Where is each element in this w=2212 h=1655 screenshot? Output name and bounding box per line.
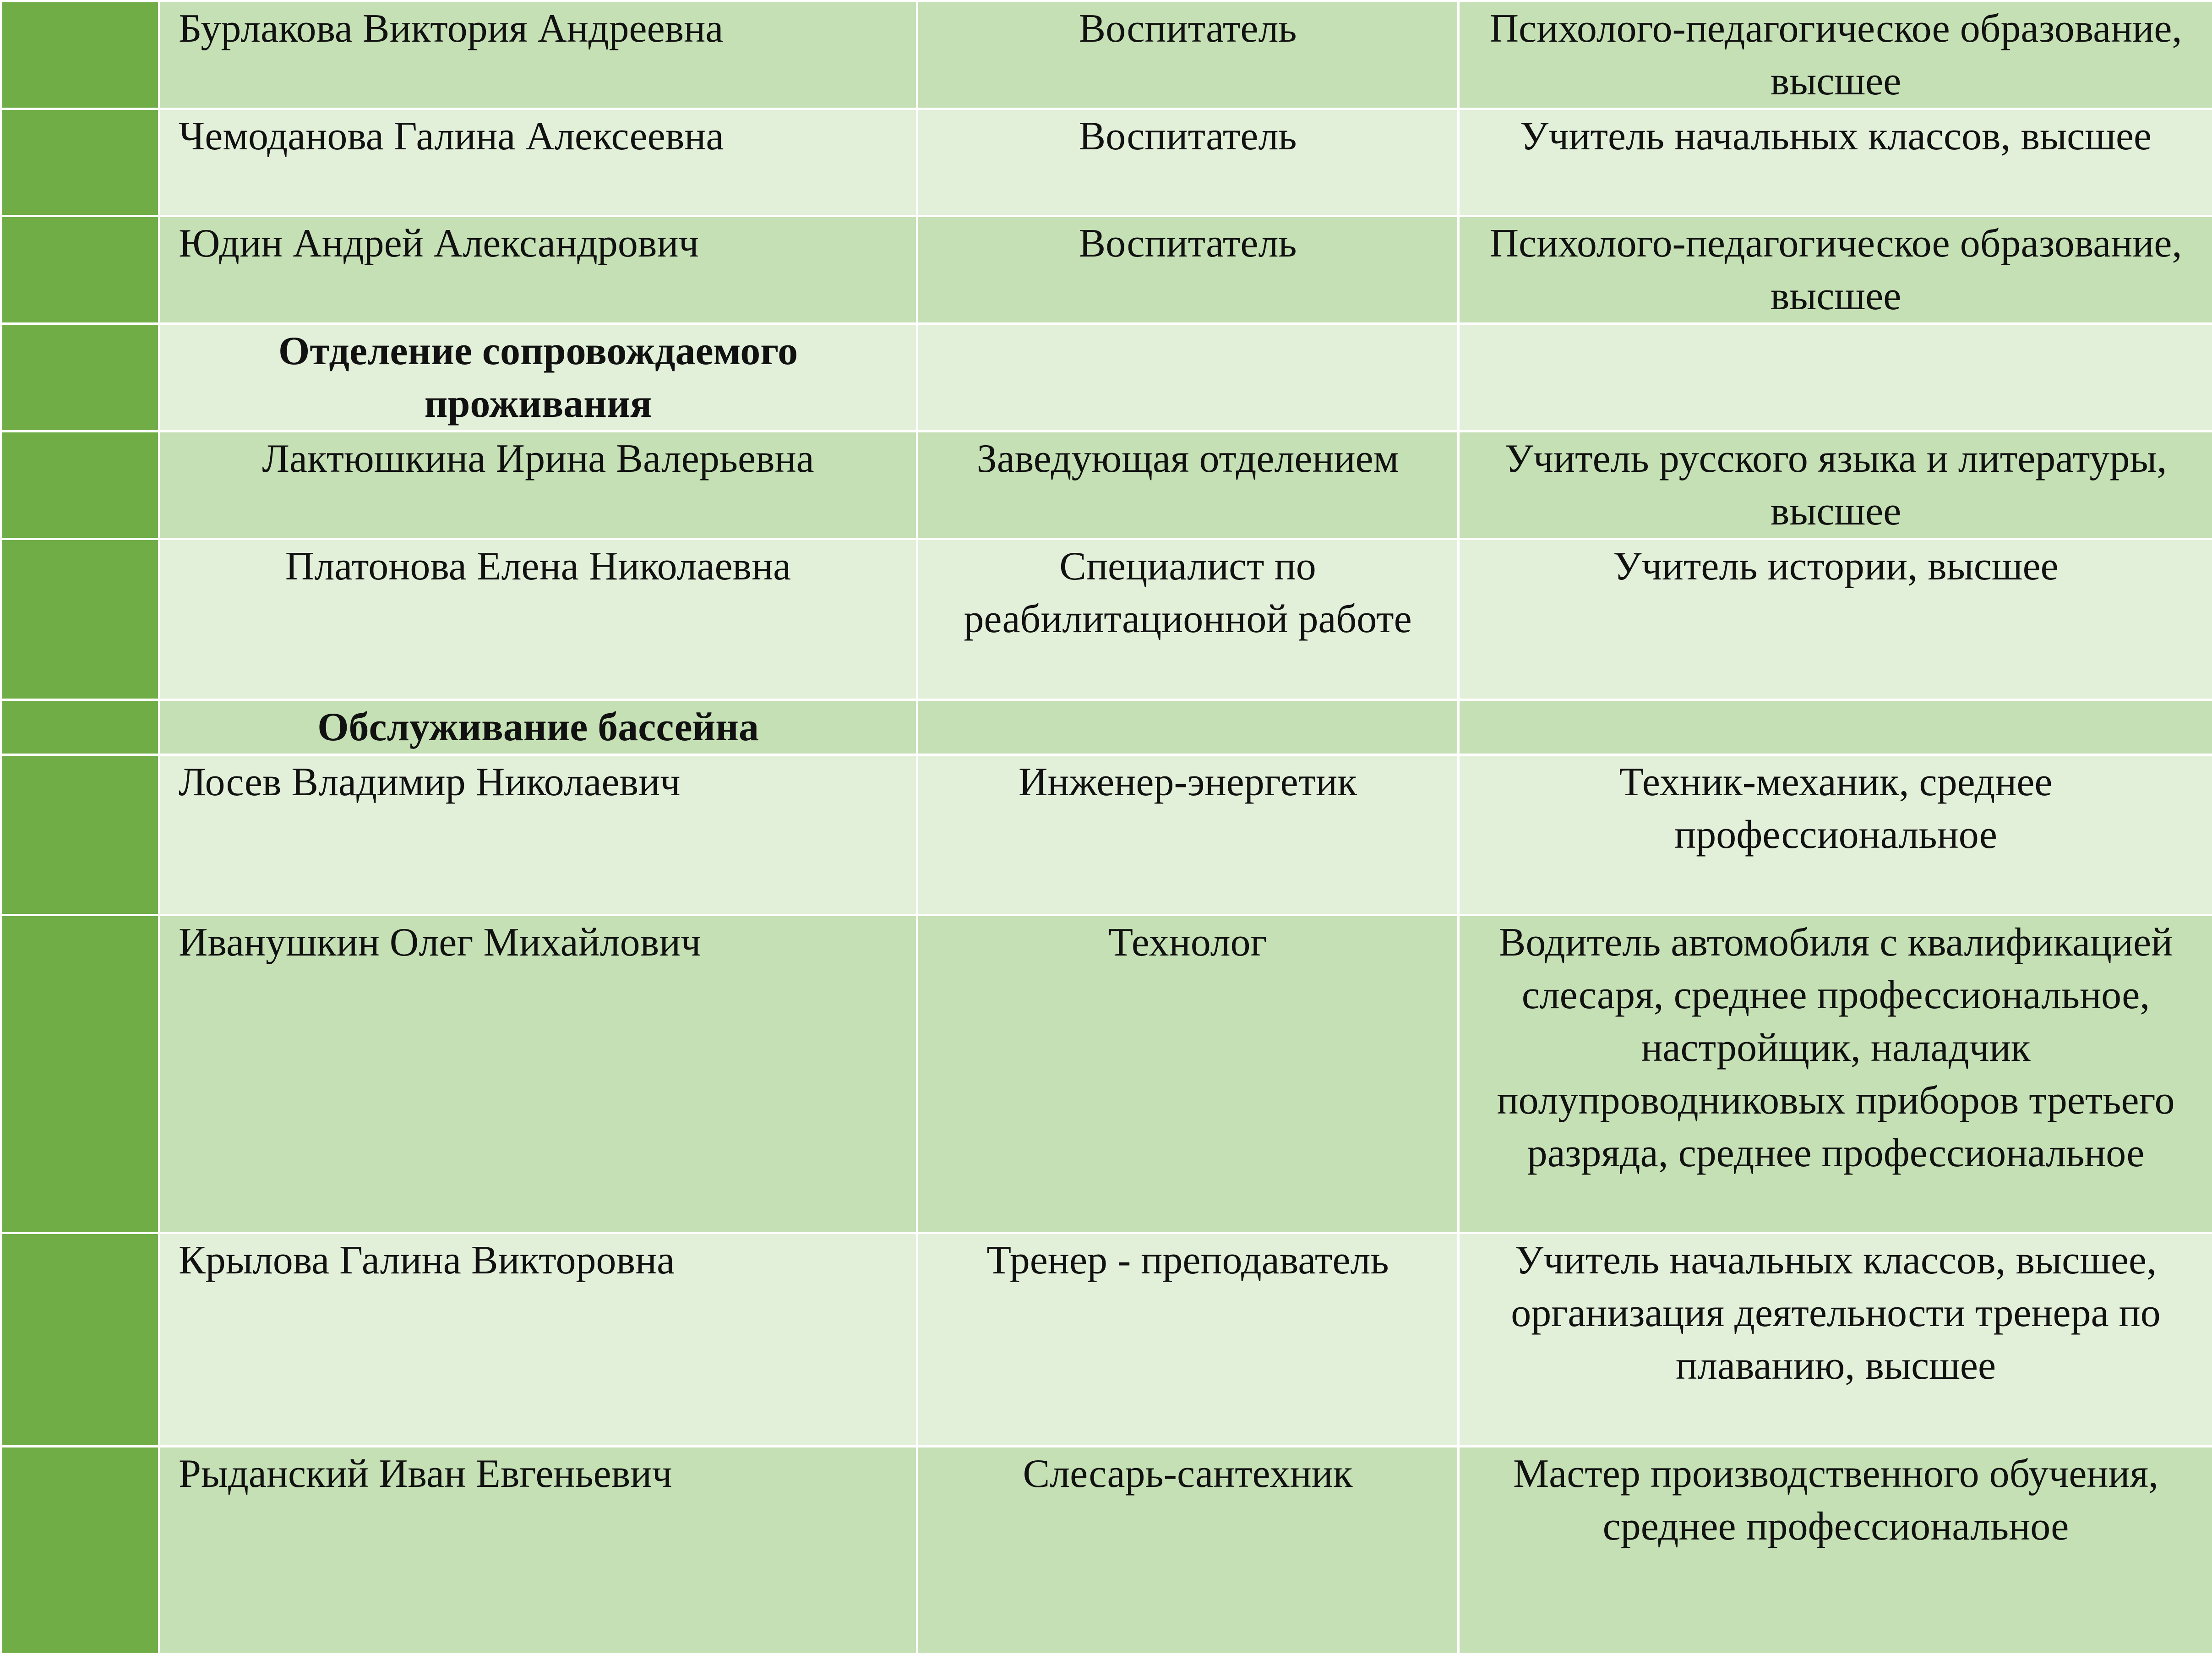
table-row (1, 1447, 2212, 1654)
table-row (1, 216, 2212, 324)
employee-position: Воспитатель (917, 216, 1459, 324)
employee-name: Иванушкин Олег Михайлович (159, 915, 917, 1233)
employee-name: Лактюшкина Ирина Валерьевна (159, 432, 917, 539)
employee-name: Крылова Галина Викторовна (159, 1233, 917, 1447)
empty-cell (1459, 700, 2212, 755)
employee-name: Чемоданова Галина Алексеевна (159, 109, 917, 216)
section-row (1, 700, 2212, 755)
employee-name: Бурлакова Виктория Андреевна (159, 1, 917, 109)
employee-position: Тренер - преподаватель (917, 1233, 1459, 1447)
row-number-cell (1, 755, 159, 915)
section-title: Отделение сопровождаемого проживания (159, 324, 917, 432)
row-number-cell (1, 324, 159, 432)
row-number-cell (1, 915, 159, 1233)
employee-position: Воспитатель (917, 109, 1459, 216)
employee-position: Воспитатель (917, 1, 1459, 109)
row-number-cell (1, 432, 159, 539)
employee-position: Заведующая отделением (917, 432, 1459, 539)
employee-position: Специалист по реабилитационной работе (917, 539, 1459, 700)
employee-name: Лосев Владимир Николаевич (159, 755, 917, 915)
employee-education: Психолого-педагогическое образование, высшее (1459, 216, 2212, 324)
employee-education: Водитель автомобиля с квалификацией слесаря, среднее профессиональное, настройщик, наладчик полупроводниковых приборов третьего разряда, среднее профессиональное (1459, 915, 2212, 1233)
employee-education: Учитель начальных классов, высшее, организация деятельности тренера по плаванию, высшее (1459, 1233, 2212, 1447)
table-row (1, 755, 2212, 915)
table-row (1, 109, 2212, 216)
table-row (1, 1233, 2212, 1447)
row-number-cell (1, 1447, 159, 1654)
section-row (1, 324, 2212, 432)
row-number-cell (1, 539, 159, 700)
employee-name: Рыданский Иван Евгеньевич (159, 1447, 917, 1654)
row-number-cell (1, 216, 159, 324)
employee-position: Слесарь-сантехник (917, 1447, 1459, 1654)
employee-education: Техник-механик, среднее профессиональное (1459, 755, 2212, 915)
empty-cell (1459, 324, 2212, 432)
employee-education: Мастер производственного обучения, среднее профессиональное (1459, 1447, 2212, 1654)
table-row (1, 1, 2212, 109)
employee-education: Учитель истории, высшее (1459, 539, 2212, 700)
section-title: Обслуживание бассейна (159, 700, 917, 755)
employee-position: Технолог (917, 915, 1459, 1233)
row-number-cell (1, 1233, 159, 1447)
employee-name: Платонова Елена Николаевна (159, 539, 917, 700)
table-row (1, 915, 2212, 1233)
row-number-cell (1, 109, 159, 216)
table-row (1, 539, 2212, 700)
employee-education: Учитель русского языка и литературы, высшее (1459, 432, 2212, 539)
employee-position: Инженер-энергетик (917, 755, 1459, 915)
employee-name: Юдин Андрей Александрович (159, 216, 917, 324)
empty-cell (917, 324, 1459, 432)
table-row (1, 432, 2212, 539)
empty-cell (917, 700, 1459, 755)
employee-education: Учитель начальных классов, высшее (1459, 109, 2212, 216)
row-number-cell (1, 700, 159, 755)
employee-education: Психолого-педагогическое образование, высшее (1459, 1, 2212, 109)
row-number-cell (1, 1, 159, 109)
